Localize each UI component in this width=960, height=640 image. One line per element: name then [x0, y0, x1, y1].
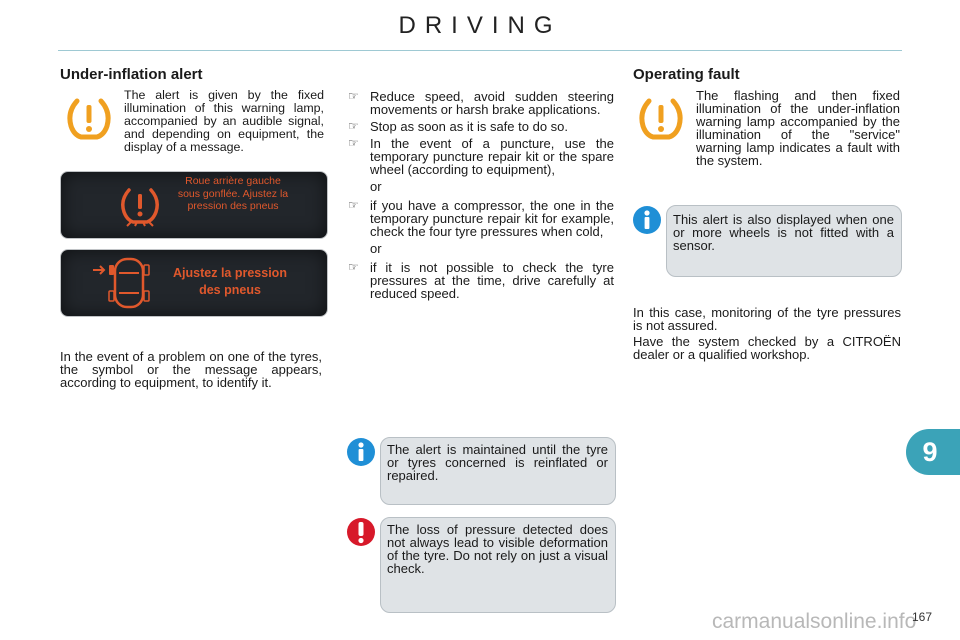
tyre-pressure-warning-icon — [636, 94, 686, 144]
info-note-alert-maintained — [380, 437, 616, 505]
pointing-hand-icon: ☞ — [348, 260, 359, 274]
tyre-pressure-display-icon — [119, 184, 161, 230]
warning-note-text: The loss of pressure detected does not always lead to visible deformation of the tyre. Do not rely on just a visual check. — [387, 522, 608, 576]
or-separator: or — [370, 179, 382, 194]
list-item: ☞ if it is not possible to check the tyre pressures at the time, drive carefully at reduced speed. — [348, 260, 614, 301]
page-number: 167 — [912, 610, 933, 624]
info-note-text: The alert is maintained until the tyre or tyres concerned is reinflated or repaired. — [387, 442, 608, 483]
section-heading-under-inflation: Under-inflation alert — [60, 66, 203, 83]
operating-fault-intro: The flashing and then fixed illumination of the under-inflation warning lamp accompanied by the illumination of the "service" warning lamp indicates a fault with the system. — [696, 88, 900, 168]
under-inflation-intro: The alert is given by the fixed illumination of this warning lamp, accompanied by an audible signal, and depending on equipment, the display of a message. — [124, 88, 324, 154]
display-panel-message — [60, 171, 328, 239]
tyre-pressure-warning-icon — [64, 94, 114, 144]
or-separator: or — [370, 241, 382, 256]
watermark: carmanualsonline.info — [712, 610, 917, 633]
info-note-text: This alert is also displayed when one or more wheels is not fitted with a sensor. — [673, 212, 894, 253]
header-divider — [58, 50, 902, 51]
action-list — [348, 90, 614, 304]
info-icon — [346, 437, 376, 467]
pointing-hand-icon: ☞ — [348, 198, 359, 212]
list-item: ☞ Stop as soon as it is safe to do so. — [348, 119, 569, 134]
info-note-sensor — [666, 205, 902, 277]
car-top-view-icon — [91, 255, 161, 311]
problem-identification-text: In the event of a problem on one of the tyres, the symbol or the message appears, according to equipment, to identify it. — [60, 349, 322, 390]
dealer-check-text: Have the system checked by a CITROËN dealer or a qualified workshop. — [633, 334, 901, 362]
chapter-tab: 9 — [906, 429, 960, 475]
list-item: ☞ In the event of a puncture, use the temporary puncture repair kit or the spare wheel (according to equipment), — [348, 136, 614, 177]
pointing-hand-icon: ☞ — [348, 119, 359, 133]
pointing-hand-icon: ☞ — [348, 89, 359, 103]
warning-note-visual-check — [380, 517, 616, 613]
panel-message-text: Roue arrière gauche sous gonflée. Ajustez la pression des pneus — [177, 175, 289, 212]
pointing-hand-icon: ☞ — [348, 136, 359, 150]
display-panel-car — [60, 249, 328, 317]
list-item: ☞ Reduce speed, avoid sudden steering movements or harsh brake applications. — [348, 89, 614, 117]
info-icon — [632, 205, 662, 235]
monitoring-text: In this case, monitoring of the tyre pressures is not assured. — [633, 305, 901, 333]
section-heading-operating-fault: Operating fault — [633, 66, 740, 83]
page-title: DRIVING — [398, 12, 562, 39]
exclamation-icon — [346, 517, 376, 547]
panel-adjust-message: Ajustez la pression des pneus — [173, 266, 287, 297]
list-item: ☞ if you have a compressor, the one in the temporary puncture repair kit for example, check the four tyre pressures when cold, — [348, 198, 614, 239]
